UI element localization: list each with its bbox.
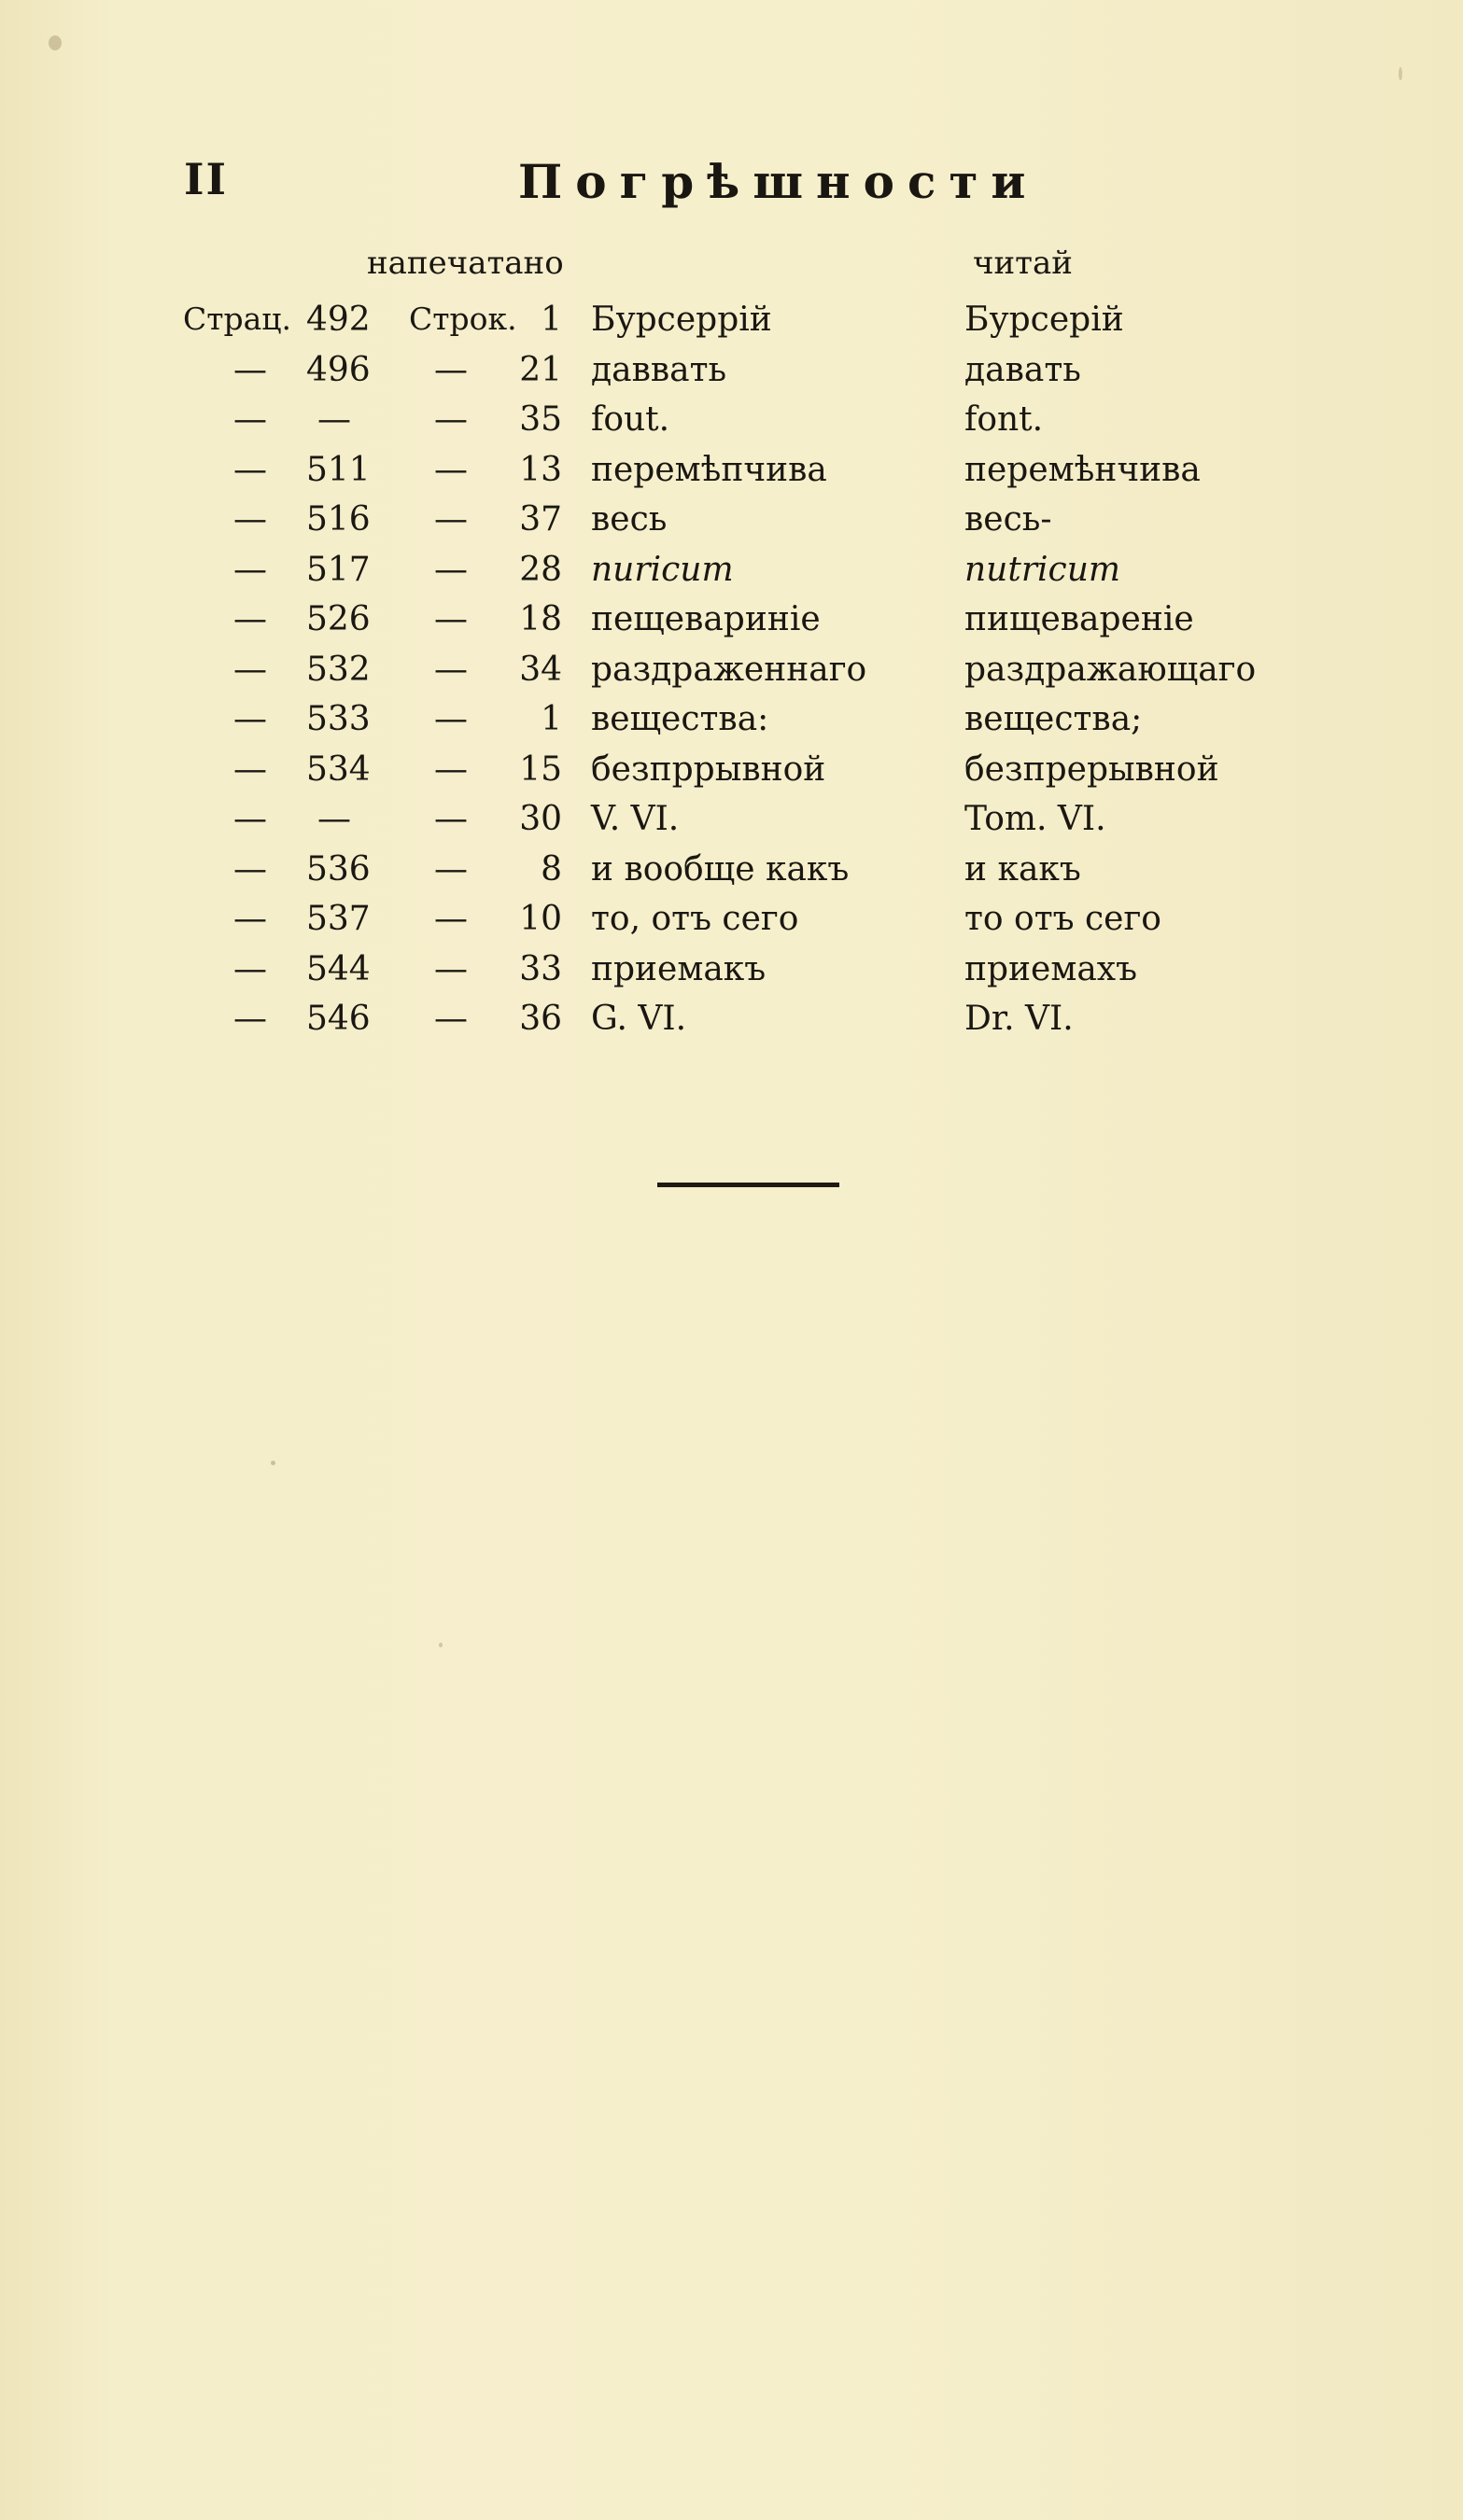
page-ditto: — — [233, 651, 267, 689]
page-ditto: — — [233, 451, 267, 489]
page-ditto: — — [233, 750, 267, 789]
page-number-cell: 496 — [306, 351, 371, 389]
page-ditto: — — [233, 700, 267, 738]
page-number-cell: 544 — [306, 950, 371, 988]
errata-row — [0, 600, 1463, 649]
line-number-cell: 33 — [519, 950, 562, 988]
errata-row — [0, 950, 1463, 999]
errata-row — [0, 800, 1463, 848]
printed-text: V. VI. — [591, 800, 680, 838]
line-ditto: — — [434, 900, 468, 938]
closing-rule — [657, 1183, 839, 1187]
line-ditto: — — [434, 351, 468, 389]
page-ditto: — — [233, 950, 267, 988]
page-number-cell: 511 — [306, 451, 371, 489]
line-ditto: — — [434, 850, 468, 889]
page-number-cell: — — [317, 800, 351, 838]
page-ditto: — — [233, 850, 267, 889]
line-number-cell: 37 — [519, 500, 562, 539]
page-number-cell: 516 — [306, 500, 371, 539]
page-label: Страц. — [183, 301, 292, 337]
page-speck — [49, 35, 62, 50]
line-number-cell: 15 — [519, 750, 562, 789]
printed-text: Бурсеррій — [591, 301, 772, 339]
line-ditto: — — [434, 700, 468, 738]
errata-row — [0, 451, 1463, 499]
line-number-cell: 10 — [519, 900, 562, 938]
read-text: то отъ сего — [964, 900, 1161, 938]
page-number-cell: 517 — [306, 551, 371, 589]
errata-row — [0, 1000, 1463, 1048]
line-number-cell: 18 — [519, 600, 562, 638]
printed-text: и вообще какъ — [591, 850, 850, 889]
errata-row — [0, 500, 1463, 549]
errata-row — [0, 850, 1463, 899]
line-ditto: — — [434, 400, 468, 439]
page-number-cell: 534 — [306, 750, 371, 789]
printed-text: даввать — [591, 351, 727, 389]
page-ditto: — — [233, 600, 267, 638]
read-text: и какъ — [964, 850, 1081, 889]
page-ditto: — — [233, 500, 267, 539]
read-text: давать — [964, 351, 1081, 389]
printed-text: весь — [591, 500, 668, 539]
page-ditto: — — [233, 551, 267, 589]
line-number-cell: 30 — [519, 800, 562, 838]
read-text: пищевареніе — [964, 600, 1194, 638]
read-text: nutricum — [964, 551, 1121, 589]
line-number-cell: 21 — [519, 351, 562, 389]
read-text: приемахъ — [964, 950, 1138, 988]
errata-row — [0, 651, 1463, 699]
read-text: Бурсерій — [964, 301, 1124, 339]
read-text: весь- — [964, 500, 1052, 539]
line-ditto: — — [434, 451, 468, 489]
line-number-cell: 34 — [519, 651, 562, 689]
errata-row — [0, 700, 1463, 749]
printed-text: fout. — [591, 400, 670, 439]
line-ditto: — — [434, 551, 468, 589]
line-number-cell: 13 — [519, 451, 562, 489]
read-text: вещества; — [964, 700, 1143, 738]
header-printed: напечатано — [367, 245, 564, 282]
line-ditto: — — [434, 500, 468, 539]
page-number-cell: 532 — [306, 651, 371, 689]
read-text: font. — [964, 400, 1044, 439]
line-number-cell: 1 — [541, 301, 562, 339]
line-ditto: — — [434, 800, 468, 838]
page-number-cell: 533 — [306, 700, 371, 738]
printed-text: nuricum — [591, 551, 734, 589]
printed-text: безпррывной — [591, 750, 826, 789]
page-number-cell: 537 — [306, 900, 371, 938]
page-ditto: — — [233, 900, 267, 938]
page-ditto: — — [233, 800, 267, 838]
page-speck — [1399, 67, 1402, 80]
page-speck — [439, 1643, 443, 1647]
errata-row — [0, 301, 1463, 349]
page-number-cell: 492 — [306, 301, 371, 339]
line-number-cell: 1 — [541, 700, 562, 738]
page-number-cell: — — [317, 400, 351, 439]
line-number-cell: 8 — [541, 850, 562, 889]
page-ditto: — — [233, 351, 267, 389]
line-label: Строк. — [409, 301, 517, 337]
page-number-cell: 546 — [306, 1000, 371, 1038]
line-ditto: — — [434, 950, 468, 988]
printed-text: то, отъ сего — [591, 900, 799, 938]
line-ditto: — — [434, 750, 468, 789]
printed-text: G. VI. — [591, 1000, 687, 1038]
line-number-cell: 28 — [519, 551, 562, 589]
header-read: читай — [973, 245, 1073, 282]
printed-text: вещества: — [591, 700, 769, 738]
page-ditto: — — [233, 400, 267, 439]
read-text: безпрерывной — [964, 750, 1219, 789]
page-speck — [271, 1461, 275, 1465]
printed-text: приемакъ — [591, 950, 767, 988]
line-ditto: — — [434, 1000, 468, 1038]
running-title: Погрѣшности — [518, 154, 1039, 209]
page-ditto: — — [233, 1000, 267, 1038]
line-number-cell: 36 — [519, 1000, 562, 1038]
page-number-cell: 526 — [306, 600, 371, 638]
page-number-cell: 536 — [306, 850, 371, 889]
errata-row — [0, 551, 1463, 599]
read-text: раздражающаго — [964, 651, 1257, 689]
read-text: Dr. VI. — [964, 1000, 1074, 1038]
printed-text: раздраженнаго — [591, 651, 867, 689]
errata-row — [0, 400, 1463, 449]
line-ditto: — — [434, 651, 468, 689]
read-text: Tom. VI. — [964, 800, 1106, 838]
line-number-cell: 35 — [519, 400, 562, 439]
read-text: перемѣнчива — [964, 451, 1201, 489]
page-number: II — [184, 154, 229, 204]
printed-text: пещевариніе — [591, 600, 821, 638]
errata-row — [0, 750, 1463, 799]
errata-row — [0, 900, 1463, 948]
printed-text: перемѣпчива — [591, 451, 827, 489]
line-ditto: — — [434, 600, 468, 638]
errata-row — [0, 351, 1463, 399]
